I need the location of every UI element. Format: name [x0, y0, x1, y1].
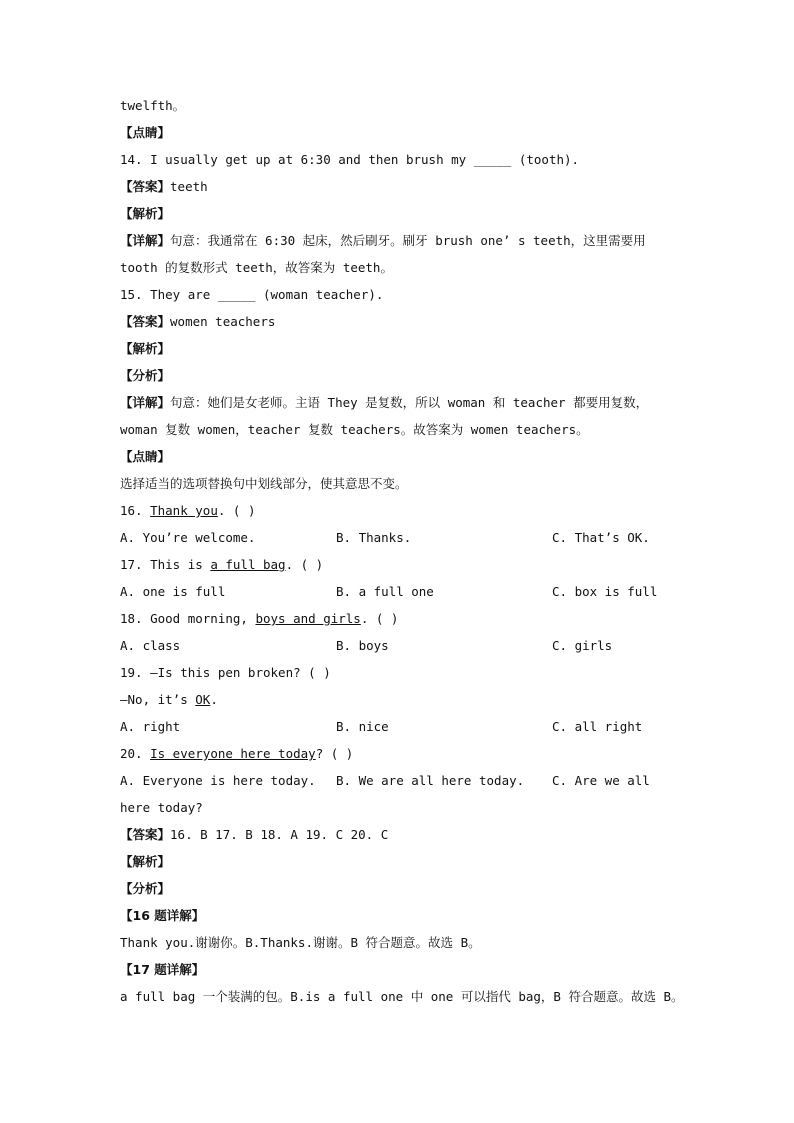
document-page [120, 92, 684, 1010]
option-a: A. Everyone is here today. [120, 773, 316, 788]
question-number: 20. [120, 746, 151, 761]
answer-text: women teachers [170, 314, 276, 329]
detail-label: 【详解】 [120, 395, 171, 410]
underlined-phrase: a full bag [210, 557, 286, 572]
question-17 [120, 551, 680, 578]
answer-text: teeth [170, 179, 208, 194]
reply-end: . [210, 692, 218, 707]
section-instruction: 选择适当的选项替换句中划线部分，使其意思不变。 [120, 476, 408, 491]
detail-text: 句意：她们是女老师。主语 They 是复数，所以 woman 和 teacher 都要用复数， [170, 395, 649, 410]
detail-14-line-2: tooth 的复数形式 teeth，故答案为 teeth。 [120, 260, 393, 275]
fenxi-label: 【分析】 [120, 368, 171, 383]
options-18 [120, 632, 680, 659]
answer-14 [120, 173, 680, 200]
answer-text: 16. B 17. B 18. A 19. C 20. C [170, 827, 389, 842]
option-c: C. Are we all [552, 773, 650, 788]
detail-text: 句意：我通常在 6:30 起床，然后刷牙。刷牙 brush one’ s teeth，这里需要用 [170, 233, 646, 248]
question-blank: . ( ) [217, 503, 256, 518]
detail-16-label: 【16 题详解】 [120, 908, 205, 923]
question-15: 15. They are _____ (woman teacher). [120, 287, 384, 302]
answer-label: 【答案】 [120, 827, 171, 842]
reply-text: —No, it’s [120, 692, 196, 707]
option-a: A. class [120, 638, 181, 653]
detail-16-text: Thank you.谢谢你。B.Thanks.谢谢。B 符合题意。故选 B。 [120, 935, 481, 950]
detail-17-text: a full bag 一个装满的包。B.is a full one 中 one 可以指代 bag，B 符合题意。故选 B。 [120, 989, 684, 1004]
question-16 [120, 497, 680, 524]
option-a: A. one is full [120, 584, 226, 599]
question-19: 19. —Is this pen broken? ( ) [120, 665, 331, 680]
option-c: C. box is full [552, 584, 658, 599]
option-b: B. nice [336, 719, 389, 734]
option-b: B. Thanks. [336, 530, 412, 545]
question-14: 14. I usually get up at 6:30 and then brush my _____ (tooth). [120, 152, 580, 167]
question-number: 17. This is [120, 557, 211, 572]
underlined-phrase: OK [195, 692, 211, 707]
dianjing-label: 【点睛】 [120, 449, 171, 464]
option-a: A. You’re welcome. [120, 530, 256, 545]
question-number: 18. Good morning, [120, 611, 256, 626]
question-20 [120, 740, 680, 767]
question-blank: ? ( ) [315, 746, 354, 761]
detail-15-line-1 [120, 389, 680, 416]
underlined-phrase: boys and girls [255, 611, 361, 626]
text-line: twelfth。 [120, 98, 186, 113]
options-19 [120, 713, 680, 740]
options-20 [120, 767, 680, 794]
detail-label: 【详解】 [120, 233, 171, 248]
question-blank: . ( ) [360, 611, 399, 626]
dianjing-label: 【点睛】 [120, 125, 171, 140]
answer-15 [120, 308, 680, 335]
jiexi-label: 【解析】 [120, 341, 171, 356]
fenxi-label: 【分析】 [120, 881, 171, 896]
option-a: A. right [120, 719, 181, 734]
question-blank: . ( ) [285, 557, 324, 572]
detail-14-line-1 [120, 227, 680, 254]
question-19-reply [120, 686, 680, 713]
detail-15-line-2: woman 复数 women，teacher 复数 teachers。故答案为 women teachers。 [120, 422, 589, 437]
answer-label: 【答案】 [120, 314, 171, 329]
answers-16-20 [120, 821, 680, 848]
detail-17-label: 【17 题详解】 [120, 962, 205, 977]
options-17 [120, 578, 680, 605]
option-c: C. girls [552, 638, 613, 653]
option-c: C. That’s OK. [552, 530, 650, 545]
underlined-phrase: Thank you [150, 503, 218, 518]
option-c: C. all right [552, 719, 643, 734]
question-18 [120, 605, 680, 632]
question-number: 16. [120, 503, 151, 518]
option-b: B. boys [336, 638, 389, 653]
option-b: B. We are all here today. [336, 773, 525, 788]
option-b: B. a full one [336, 584, 434, 599]
underlined-phrase: Is everyone here today [150, 746, 316, 761]
options-16 [120, 524, 680, 551]
jiexi-label: 【解析】 [120, 854, 171, 869]
option-c-continued: here today? [120, 800, 203, 815]
answer-label: 【答案】 [120, 179, 171, 194]
jiexi-label: 【解析】 [120, 206, 171, 221]
